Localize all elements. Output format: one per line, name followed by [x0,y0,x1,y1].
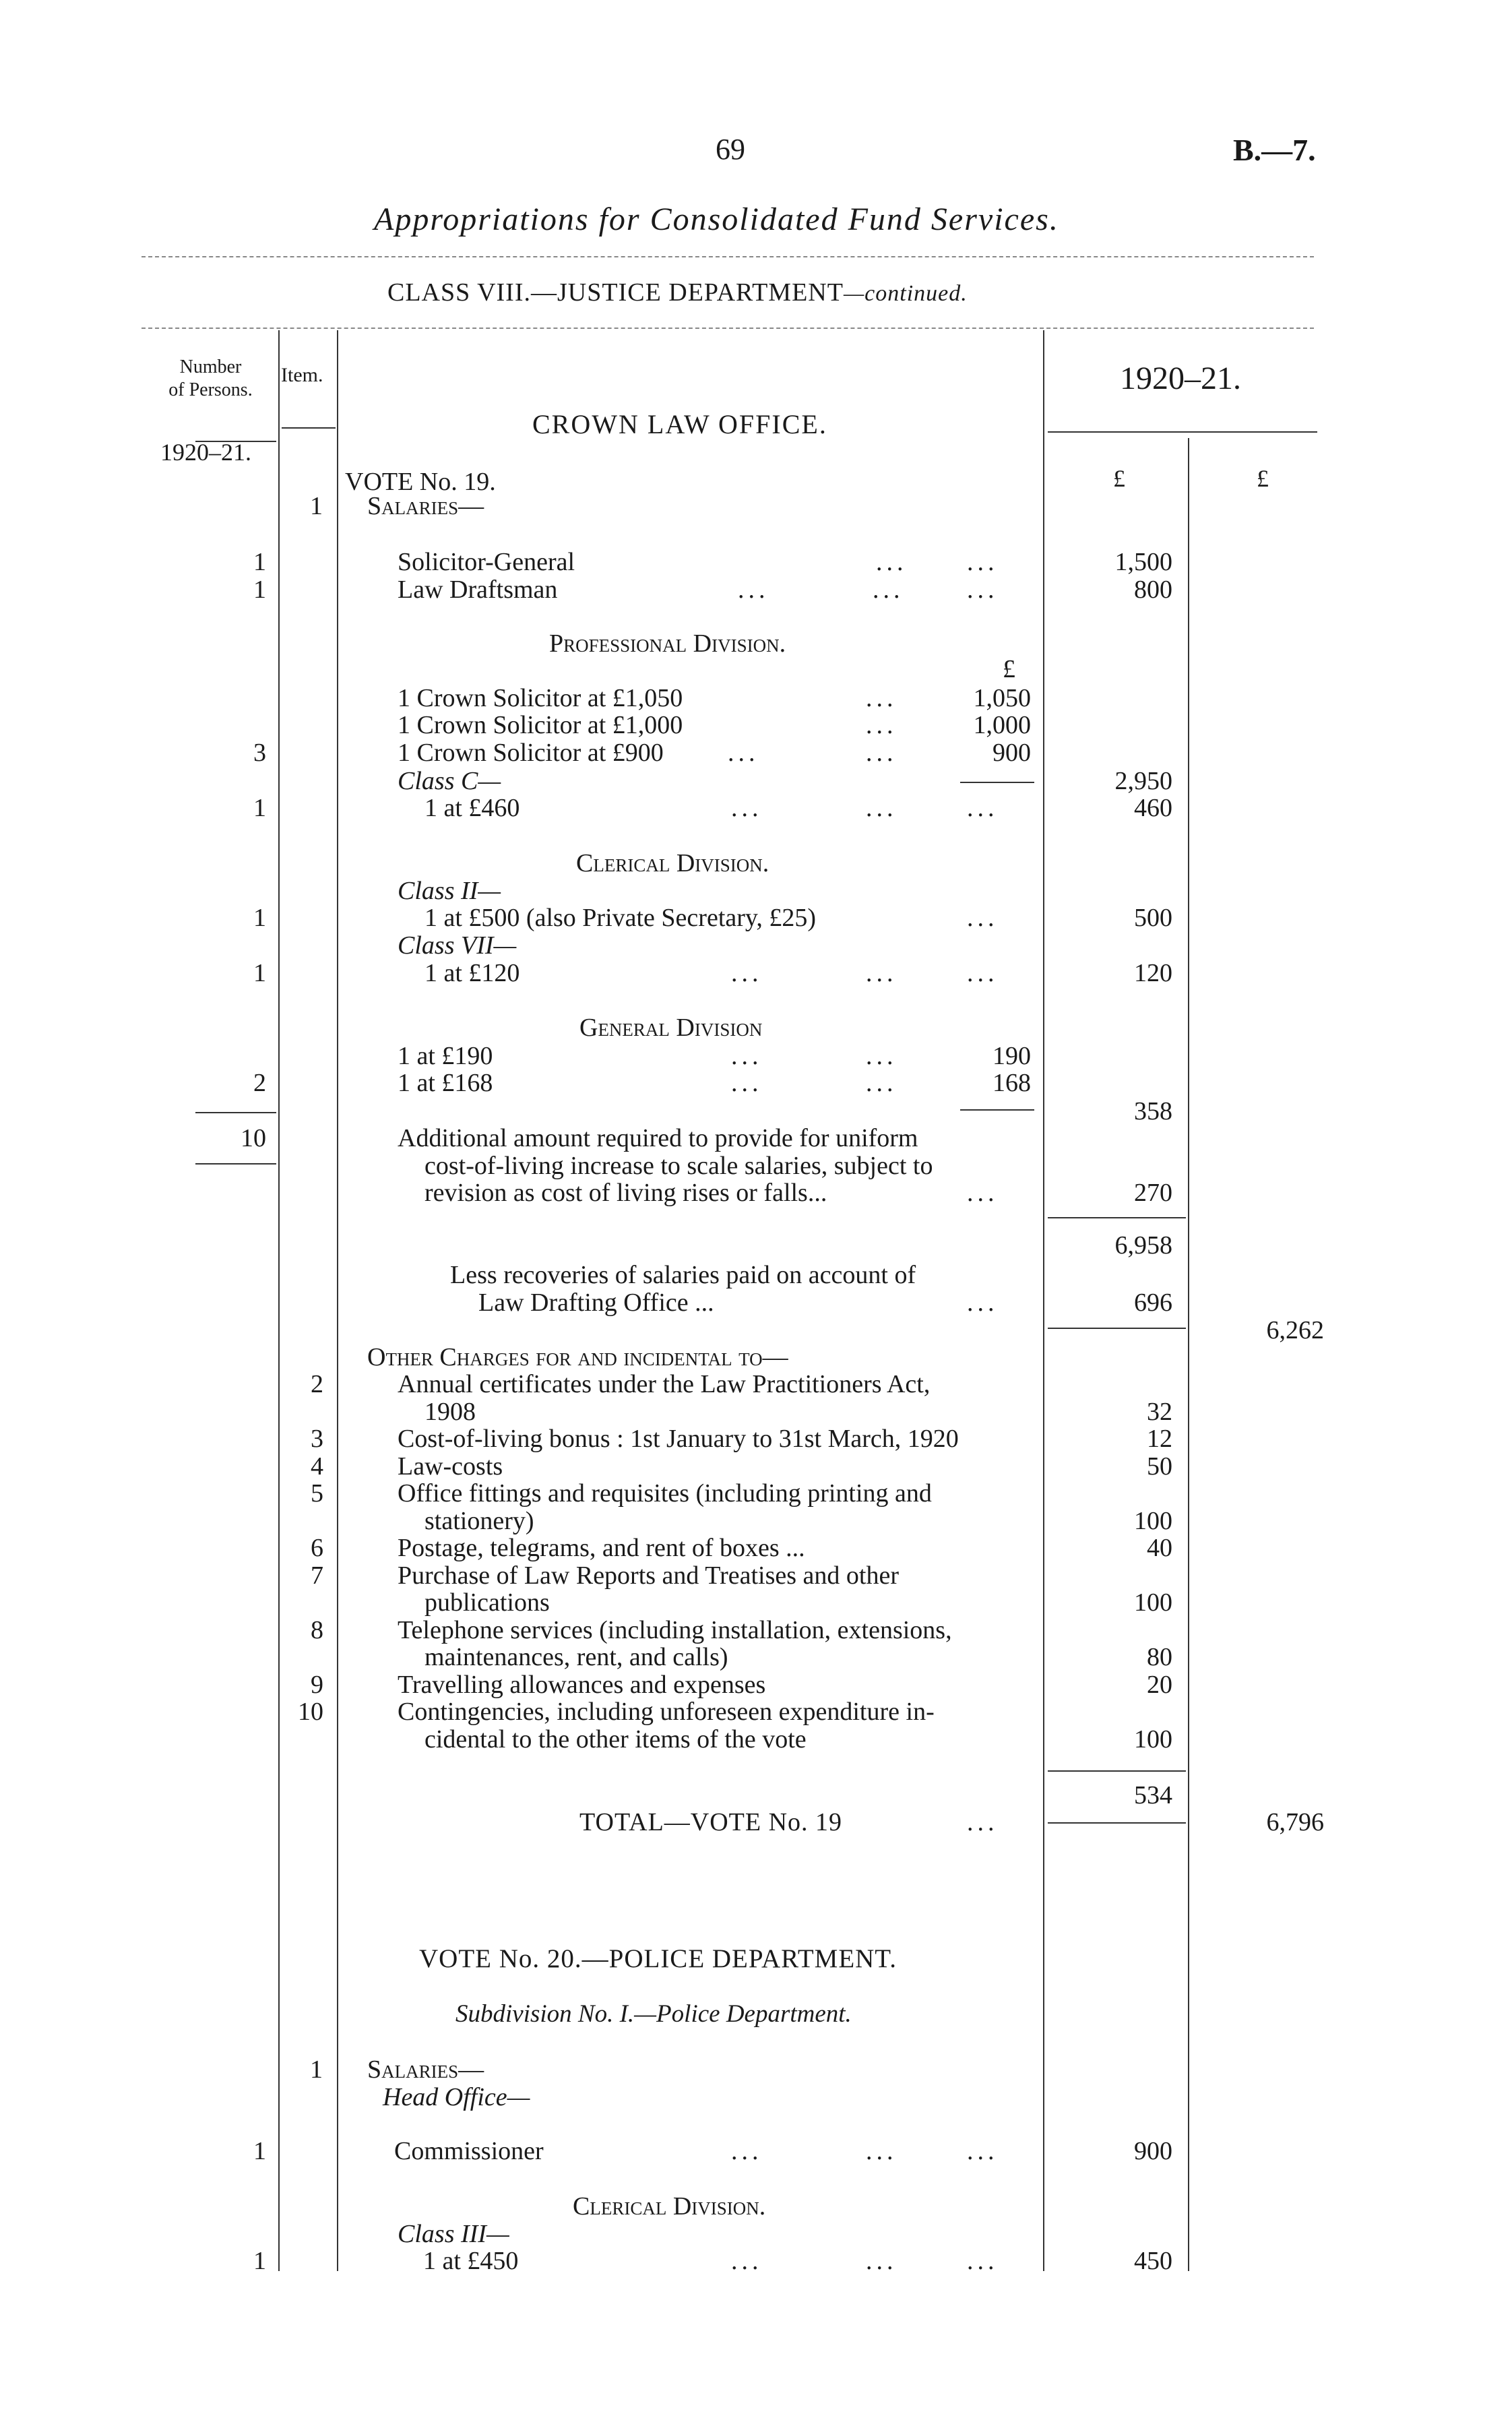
year-header-rule [1048,431,1317,433]
class-vii-dots-3: ... [967,959,999,987]
clerical-division-heading: Clerical Division. [576,849,769,877]
general-1-label: 1 at £190 [398,1042,493,1070]
other-item-text: Law-costs [398,1452,503,1481]
crown-solicitor-1-sub: 1,050 [973,684,1031,712]
persons-total: 10 [241,1124,266,1152]
persons-header [145,356,276,401]
law-draftsman-label: Law Draftsman [398,576,558,604]
other-item-amount: 50 [1147,1452,1172,1481]
commissioner-dots: ... [731,2137,763,2165]
class-c-persons: 1 [253,794,266,822]
law-draftsman-amount: 800 [1134,576,1172,604]
crown-solicitor-2-label: 1 Crown Solicitor at £1,000 [398,711,683,739]
class-ii-amount: 500 [1134,904,1172,932]
general-1-sub: 190 [993,1042,1031,1070]
general-2-label: 1 at £168 [398,1069,493,1097]
persons-year: 1920–21. [160,439,251,466]
commissioner-dots-3: ... [967,2137,999,2165]
general-persons: 2 [253,1069,266,1097]
persons-header-line2: of Persons. [168,379,253,400]
professional-division-heading: Professional Division. [549,629,786,658]
commissioner-dots-2: ... [866,2137,897,2165]
other-item-amount: 100 [1134,1588,1172,1617]
additional-line-1: Additional amount required to provide for uniform [398,1124,918,1152]
crown-solicitor-3-sub: 900 [993,739,1031,767]
other-item-text: Postage, telegrams, and rent of boxes ... [398,1534,805,1562]
other-item-number: 9 [311,1670,323,1699]
general-2-sub: 168 [993,1069,1031,1097]
other-item-number: 8 [311,1615,323,1644]
less-recoveries-dots: ... [967,1289,999,1317]
vote-19-total-label: TOTAL—VOTE No. 19 [579,1808,843,1836]
class-ii-line: 1 at £500 (also Private Secretary, £25) [424,904,817,932]
class-c-amount: 460 [1134,794,1172,822]
class-title [387,280,968,305]
other-item-amount: 12 [1147,1425,1172,1453]
other-item-text: cidental to the other items of the vote [424,1725,807,1754]
general-1-dots: ... [731,1042,763,1070]
law-draftsman-dots: ... [738,576,769,604]
general-division-heading: General Division [579,1014,763,1042]
title-rule [141,256,1314,257]
other-item-text: Travelling allowances and expenses [398,1670,766,1699]
class-c-line: 1 at £460 [424,794,520,822]
other-item-amount: 32 [1147,1397,1172,1426]
pound-header-1: £ [1113,465,1125,492]
general-2-dots-2: ... [866,1069,897,1097]
paper-reference: B.—7. [1233,133,1316,167]
class-iii-label: Class III— [398,2220,509,2248]
pound-header-2: £ [1257,465,1269,492]
other-item-number: 4 [311,1452,323,1481]
page-number: 69 [716,133,745,166]
other-item-amount: 40 [1147,1534,1172,1562]
class-c-dots-2: ... [866,794,897,822]
header-rule [141,328,1314,329]
less-recoveries-line-1: Less recoveries of salaries paid on account of [450,1261,916,1289]
persons-subtotal-rule [195,1112,276,1113]
commissioner-label: Commissioner [394,2137,544,2165]
other-total-rule [1048,1770,1186,1772]
other-item-amount: 100 [1134,1725,1172,1754]
commissioner-persons: 1 [253,2137,266,2165]
class-ii-label: Class II— [398,877,501,905]
class-vii-dots: ... [731,959,763,987]
class-vii-label: Class VII— [398,931,517,960]
law-draftsman-persons: 1 [253,576,266,604]
class-iii-dots-2: ... [866,2247,897,2275]
other-charges-total: 534 [1134,1781,1172,1809]
persons-total-rule [195,1163,276,1165]
class-c-dots-3: ... [967,794,999,822]
class-iii-line: 1 at £450 [423,2247,519,2275]
class-c-dots: ... [731,794,763,822]
page-title: Appropriations for Consolidated Fund Services. [374,201,1059,237]
solicitor-general-persons: 1 [253,548,266,576]
vote-19-title: VOTE No. 19. [345,468,496,496]
salaries-label: Salaries— [367,492,484,520]
solicitor-general-amount: 1,500 [1114,548,1172,576]
class-title-main: CLASS VIII.—JUSTICE DEPARTMENT [387,278,844,307]
vote-19-total-rule [1048,1822,1186,1824]
other-item-text: stationery) [424,1506,534,1535]
other-item-text: Purchase of Law Reports and Treatises and other [398,1561,900,1590]
subtotal-column-rule [1188,438,1189,2271]
vote-19-total-amount: 6,796 [1266,1808,1324,1836]
solicitor-general-dots-2: ... [967,548,999,576]
crown-solicitor-1-label: 1 Crown Solicitor at £1,050 [398,684,683,712]
class-iii-amount: 450 [1134,2247,1172,2275]
crown-solicitor-2-sub: 1,000 [973,711,1031,739]
class-ii-persons: 1 [253,904,266,932]
police-subdivision: Subdivision No. I.—Police Department. [455,2000,852,2028]
crown-solicitor-3-dots-2: ... [866,739,897,767]
professional-pound-sign: £ [1003,655,1015,683]
general-total: 358 [1134,1097,1172,1125]
description-column-rule [1043,330,1044,2271]
class-vii-line: 1 at £120 [424,959,520,987]
commissioner-amount: 900 [1134,2137,1172,2165]
police-salaries-label: Salaries— [367,2055,484,2084]
crown-solicitor-2-dots: ... [866,711,897,739]
less-recoveries-line-2: Law Drafting Office ... [478,1289,714,1317]
other-item-amount: 100 [1134,1506,1172,1535]
vote-19-total-dots: ... [967,1808,999,1836]
professional-subtotal-rule [960,782,1034,783]
other-item-number: 2 [311,1370,323,1398]
other-item-number: 10 [298,1698,323,1726]
other-item-amount: 20 [1147,1670,1172,1699]
class-iii-dots-3: ... [967,2247,999,2275]
class-vii-dots-2: ... [866,959,897,987]
net-salaries-rule [1048,1328,1186,1329]
other-item-text: Contingencies, including unforeseen expenditure in- [398,1698,935,1726]
law-draftsman-dots-2: ... [873,576,904,604]
other-charges-heading: Other Charges for and incidental to— [367,1343,788,1371]
police-salaries-item-number: 1 [310,2055,323,2084]
salaries-sum: 6,958 [1114,1231,1172,1260]
crown-solicitor-3-dots: ... [728,739,759,767]
class-ii-dots: ... [967,904,999,932]
additional-dots: ... [967,1179,999,1207]
persons-column-rule [278,330,280,2271]
class-title-continued: —continued. [843,281,968,306]
additional-line-3: revision as cost of living rises or falls... [424,1179,827,1207]
other-item-text: Annual certificates under the Law Practitioners Act, [398,1370,931,1398]
other-item-text: 1908 [424,1397,476,1426]
item-header: Item. [281,364,323,386]
solicitor-general-dots: ... [876,548,908,576]
less-recoveries-amount: 696 [1134,1289,1172,1317]
other-item-text: Telephone services (including installation, extensions, [398,1615,952,1644]
law-draftsman-dots-3: ... [967,576,999,604]
general-2-dots: ... [731,1069,763,1097]
other-item-text: Office fittings and requisites (including printing and [398,1479,932,1508]
crown-solicitor-3-label: 1 Crown Solicitor at £900 [398,739,664,767]
class-vii-persons: 1 [253,959,266,987]
crown-solicitor-1-dots: ... [866,684,897,712]
other-item-number: 5 [311,1479,323,1508]
vote-20-title: VOTE No. 20.—POLICE DEPARTMENT. [419,1944,897,1973]
class-iii-dots: ... [731,2247,763,2275]
other-item-text: Cost-of-living bonus : 1st January to 31st March, 1920 [398,1425,959,1453]
other-item-number: 6 [311,1534,323,1562]
salaries-item-number: 1 [310,492,323,520]
class-vii-amount: 120 [1134,959,1172,987]
additional-amount: 270 [1134,1179,1172,1207]
salaries-sum-rule [1048,1217,1186,1218]
item-column-rule [337,330,338,2271]
additional-line-2: cost-of-living increase to scale salaries, subject to [424,1152,933,1180]
item-header-rule [282,427,336,429]
professional-total: 2,950 [1114,767,1172,795]
year-header: 1920–21. [1120,361,1241,396]
other-item-text: maintenances, rent, and calls) [424,1643,728,1671]
general-1-dots-2: ... [866,1042,897,1070]
persons-header-line1: Number [179,356,242,377]
police-clerical-heading: Clerical Division. [573,2192,766,2221]
class-c-label: Class C— [398,767,501,795]
net-salaries: 6,262 [1266,1316,1324,1344]
crown-solicitor-persons: 3 [253,739,266,767]
class-iii-persons: 1 [253,2247,266,2275]
head-office-label: Head Office— [383,2083,530,2111]
other-item-text: publications [424,1588,550,1617]
crown-law-office-title: CROWN LAW OFFICE. [532,409,827,439]
general-subtotal-rule [960,1109,1034,1111]
other-item-number: 3 [311,1425,323,1453]
other-item-amount: 80 [1147,1643,1172,1671]
other-item-number: 7 [311,1561,323,1590]
solicitor-general-label: Solicitor-General [398,548,575,576]
